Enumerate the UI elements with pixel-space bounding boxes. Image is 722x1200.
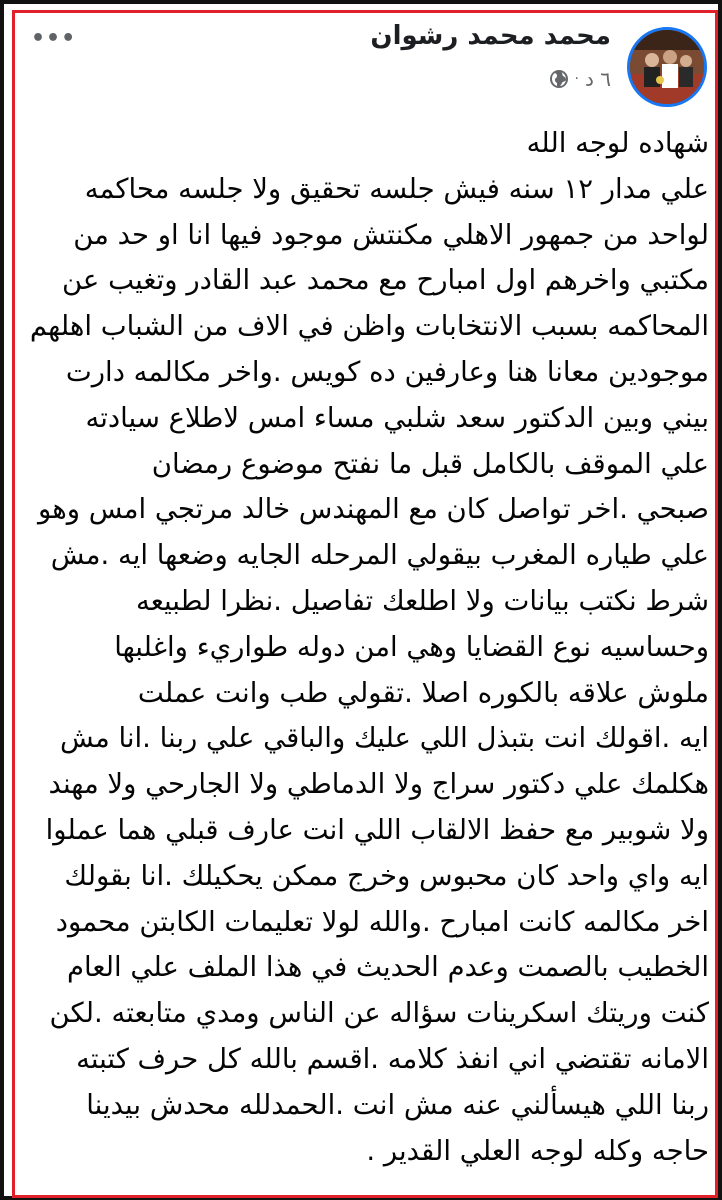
post-line: علي طياره المغرب بيقولي المرحله الجايه وضعها ايه .مش	[50, 539, 709, 572]
meta-separator: ·	[574, 71, 579, 87]
post-line: شهاده لوجه الله	[526, 127, 709, 159]
post-line: حاجه وكله لوجه العلي القدير .	[366, 1134, 709, 1167]
more-horizontal-icon: •••	[31, 25, 77, 51]
post-line: ملوش علاقه بالكوره اصلا .تقولي طب وانت عملت	[137, 676, 709, 709]
post-line: بيني وبين الدكتور سعد شلبي مساء امس لاطلاع سيادته	[85, 401, 709, 434]
post-line: ايه واي واحد كان محبوس وخرج ممكن يحكيلك .انا بقولك	[64, 859, 709, 892]
post-line: هكلمك علي دكتور سراج ولا الدماطي ولا الجارحي ولا مهند	[48, 768, 709, 801]
author-avatar[interactable]	[627, 27, 707, 107]
post-meta	[549, 67, 611, 91]
post-line: علي مدار ١٢ سنه فيش جلسه تحقيق ولا جلسه محاكمه	[84, 172, 709, 205]
post-line: ولا شوبير مع حفظ الالقاب اللي انت عارف قبلي هما عملوا	[45, 813, 709, 846]
post-line: كنت وريتك اسكرينات سؤاله عن الناس ومدي متابعته .لكن	[49, 997, 709, 1030]
post-header	[15, 13, 715, 123]
post-line: مكتبي واخرهم اول امبارح مع محمد عبد القادر وتغيب عن	[62, 264, 709, 297]
post-line: لواحد من جمهور الاهلي مكنتش موجود فيها انا او حد من	[73, 218, 709, 251]
post-line: ربنا اللي هيسألني عنه مش انت .الحمدلله محدش بيدينا	[86, 1088, 709, 1121]
post-body	[23, 121, 709, 1174]
globe-icon	[549, 69, 569, 89]
post-line: موجودين معانا هنا وعارفين ده كويس .واخر مكالمه دارت	[65, 355, 709, 388]
post-card	[12, 10, 718, 1198]
post-line: شرط نكتب بيانات ولا اطلعك تفاصيل .نظرا لطبيعه	[135, 584, 709, 617]
post-line: صبحي .اخر تواصل كان مع المهندس خالد مرتجي امس وهو	[38, 493, 709, 526]
post-line: وحساسيه نوع القضايا وهي امن دوله طواريء واغلبها	[114, 630, 709, 663]
post-timestamp[interactable]: ٦ د	[584, 67, 611, 91]
post-line: الامانه تقتضي اني انفذ كلامه .اقسم بالله كل حرف كتبته	[76, 1042, 709, 1075]
post-line: علي الموقف بالكامل قبل ما نفتح موضوع رمضان	[151, 447, 709, 480]
post-line: الخطيب بالصمت وعدم الحديث في هذا الملف علي العام	[67, 951, 709, 984]
more-options-button[interactable]	[31, 23, 76, 53]
post-line: ايه .اقولك انت بتبذل اللي عليك والباقي علي ربنا .انا مش	[59, 722, 709, 755]
post-line: اخر مكالمه كانت امبارح .والله لولا تعليمات الكابتن محمود	[55, 905, 709, 938]
post-line: المحاكمه بسبب الانتخابات واظن في الاف من الشباب اهلهم	[29, 310, 709, 343]
author-name[interactable]: محمد محمد رشوان	[370, 21, 611, 51]
